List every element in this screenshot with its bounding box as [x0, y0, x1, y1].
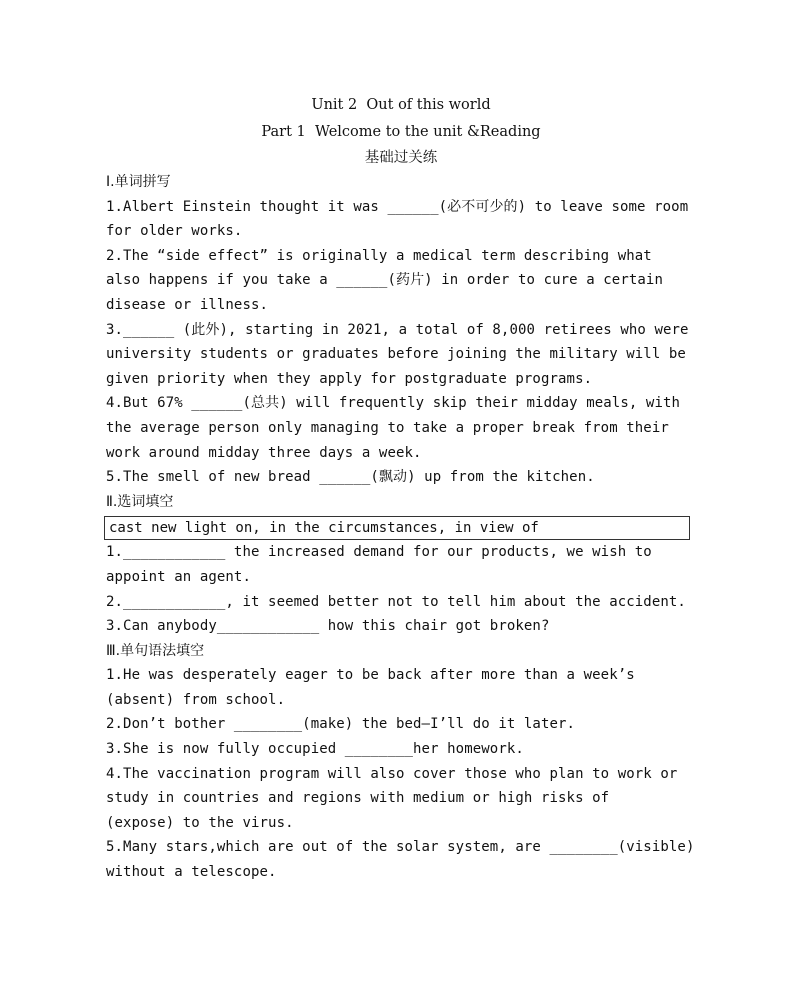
question-line: work around midday three days a week. [106, 444, 422, 461]
section-heading: Ⅱ.选词填空 [106, 493, 174, 510]
question-line: 4.The vaccination program will also cover those who plan to work or [106, 765, 678, 782]
question-line: for older works. [106, 223, 243, 240]
section-grammar [106, 639, 696, 885]
section-heading: Ⅲ.单句语法填空 [106, 642, 205, 659]
worksheet-page [106, 92, 696, 885]
question-line: 3.She is now fully occupied ________her homework. [106, 741, 524, 758]
question-line: also happens if you take a ______(药片) in order to cure a certain [106, 272, 663, 289]
question-line: 2.Don’t bother ________(make) the bed—I’ll do it later. [106, 716, 576, 733]
question-line: 1.Albert Einstein thought it was ______(必不可少的) to leave some room [106, 198, 689, 215]
question-line: 5.The smell of new bread ______(飘动) up from the kitchen. [106, 469, 595, 486]
section-spelling [106, 170, 696, 490]
word-bank-box: cast new light on, in the circumstances, in view of [104, 516, 690, 540]
question-line: 2.The “side effect” is originally a medical term describing what [106, 247, 652, 264]
question-line: the average person only managing to take a proper break from their [106, 419, 669, 436]
question-line: given priority when they apply for postgraduate programs. [106, 370, 593, 387]
part-title: Part 1 Welcome to the unit &Reading [261, 124, 541, 140]
question-line: without a telescope. [106, 864, 277, 881]
question-line: 2.____________, it seemed better not to tell him about the accident. [106, 593, 686, 610]
question-line: 3.Can anybody____________ how this chair got broken? [106, 618, 550, 635]
question-line: 5.Many stars,which are out of the solar system, are ________(visible) [106, 839, 695, 856]
question-line: (expose) to the virus. [106, 814, 294, 831]
question-line: 4.But 67% ______(总共) will frequently skip their midday meals, with [106, 395, 681, 412]
question-line: university students or graduates before joining the military will be [106, 346, 686, 363]
question-line: 3.______ (此外), starting in 2021, a total of 8,000 retirees who were [106, 321, 689, 338]
section-word-choice [106, 490, 696, 639]
question-line: disease or illness. [106, 296, 269, 313]
unit-title: Unit 2 Out of this world [311, 97, 491, 113]
question-line: 1.He was desperately eager to be back after more than a week’s [106, 667, 635, 684]
exercise-subtitle: 基础过关练 [364, 150, 438, 166]
question-line: 1.____________ the increased demand for our products, we wish to [106, 544, 652, 561]
question-line: appoint an agent. [106, 568, 251, 585]
question-line: study in countries and regions with medium or high risks of [106, 790, 610, 807]
section-heading: Ⅰ.单词拼写 [106, 174, 171, 190]
question-line: (absent) from school. [106, 691, 286, 708]
